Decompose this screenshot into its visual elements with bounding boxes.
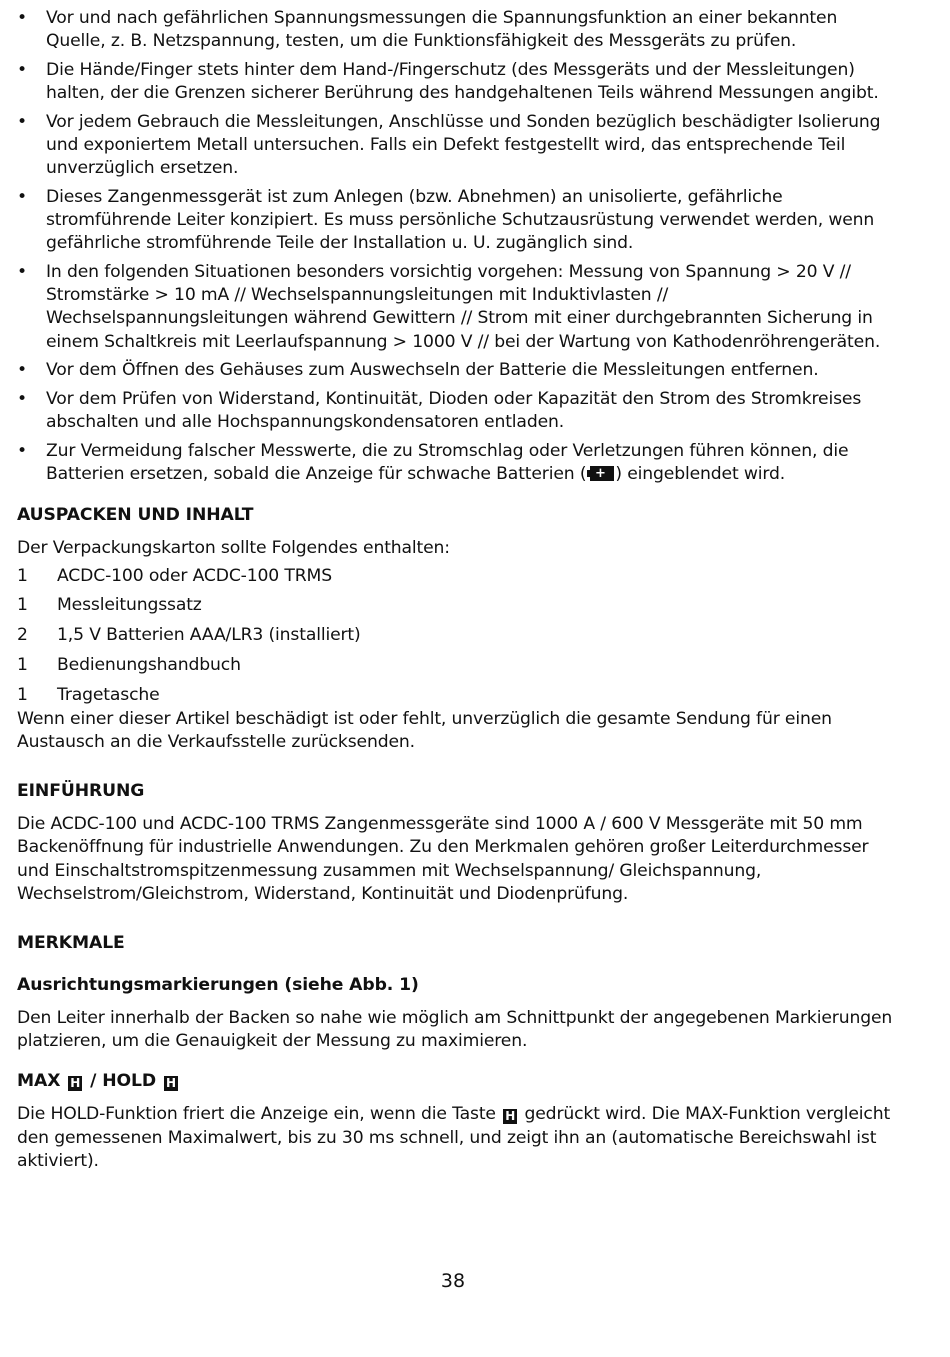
bullet-text: Vor und nach gefährlichen Spannungsmessungen die Spannungsfunktion an einer bekannten Quelle, z. B. Netzspannung, testen, um die Funktionsfähigkeit des Messgeräts zu prüfen. — [46, 8, 838, 52]
item-name: Messleitungssatz — [57, 595, 202, 616]
item-name: Tragetasche — [57, 684, 160, 705]
item-qty: 1 — [17, 684, 28, 705]
list-item — [17, 111, 897, 181]
item-name: 1,5 V Batterien AAA/LR3 (installiert) — [57, 625, 361, 646]
bullet-text: Die Hände/Finger stets hinter dem Hand-/Fingerschutz (des Messgeräts und der Messleitungen) halten, der die Grenzen sicherer Berührung des handgehaltenen Teils während Messungen angibt. — [46, 59, 879, 104]
bullet-text: Vor jedem Gebrauch die Messleitungen, Anschlüsse und Sonden bezüglich beschädigter Isolierung und exponiertem Metall untersuchen. Falls ein Defekt festgestellt wird, das entsprechende Teil unverzüglich ersetzen. — [46, 111, 881, 179]
list-item — [17, 624, 897, 654]
item-qty: 1 — [17, 654, 28, 675]
page-number: 38 — [440, 1270, 466, 1292]
list-item — [17, 59, 897, 105]
manual-page — [17, 7, 897, 1173]
list-item — [17, 565, 897, 595]
list-item — [17, 261, 897, 354]
bullet-icon: • — [17, 440, 27, 461]
list-item — [17, 654, 897, 684]
list-item — [17, 594, 897, 624]
list-item — [17, 440, 897, 486]
alignment-heading: Ausrichtungsmarkierungen (siehe Abb. 1) — [17, 974, 419, 995]
list-item — [17, 186, 897, 256]
low-battery-icon: + — [587, 466, 614, 481]
bullet-text: In den folgenden Situationen besonders vorsichtig vorgehen: Messung von Spannung > 20 V // Stromstärke > 10 mA // Wechselspannungsleitungen mit Induktivlasten // Wechselspannungsleitungen während Gewittern // Strom mit einer durchgebrannten Sicherung in einem Schaltkreis mit Leerlaufspannung > 1000 V // bei der Wartung von Kathodenröhrengeräten. — [46, 262, 881, 352]
bullet-text: Dieses Zangenmessgerät ist zum Anlegen (bzw. Abnehmen) an unisolierte, gefährliche stromführende Leiter konzipiert. Es muss persönliche Schutzausrüstung verwendet werden, wenn gefährliche stromführende Teile der Installation u. U. zugänglich sind. — [46, 186, 875, 254]
unpacking-intro: Der Verpackungskarton sollte Folgendes enthalten: — [17, 538, 450, 559]
item-qty: 2 — [17, 625, 28, 646]
safety-bullet-list — [17, 7, 897, 486]
list-item — [17, 7, 897, 53]
bullet-text: Vor dem Prüfen von Widerstand, Kontinuität, Dioden oder Kapazität den Strom des Stromkreises abschalten und alle Hochspannungskondensatoren entladen. — [46, 389, 862, 433]
contents-list — [17, 565, 897, 708]
hold-key-icon: H — [164, 1076, 178, 1091]
item-qty: 1 — [17, 595, 28, 616]
bullet-icon: • — [17, 262, 27, 283]
item-qty: 1 — [17, 565, 28, 586]
item-name: Bedienungshandbuch — [57, 654, 241, 675]
bullet-text: Vor dem Öffnen des Gehäuses zum Auswechseln der Batterie die Messleitungen entfernen. — [46, 360, 819, 381]
list-item — [17, 388, 897, 434]
list-item — [17, 684, 897, 708]
item-name: ACDC-100 oder ACDC-100 TRMS — [57, 565, 332, 586]
features-heading: MERKMALE — [17, 932, 125, 953]
introduction-text: Die ACDC-100 und ACDC-100 TRMS Zangenmessgeräte sind 1000 A / 600 V Messgeräte mit 50 mm Backenöffnung für industrielle Anwendungen. Zu den Merkmalen gehören großer Leiterdurchmesser und Einschaltstromspitzenmessung zusammen mit Wechselspannung/ Gleichspannung, Wechselstrom/Gleichstrom, Widerstand, Kontinuität und Diodenprüfung. — [17, 814, 869, 904]
bullet-text: Zur Vermeidung falscher Messwerte, die zu Stromschlag oder Verletzungen führen können, die Batterien ersetzen, sobald die Anzeige für schwache Batterien ( + ) eingeblendet wird. — [46, 440, 849, 485]
list-item — [17, 359, 897, 382]
bullet-icon: • — [17, 59, 27, 80]
bullet-icon: • — [17, 111, 27, 132]
unpacking-note: Wenn einer dieser Artikel beschädigt ist oder fehlt, unverzüglich die gesamte Sendung für einen Austausch an die Verkaufsstelle zurücksenden. — [17, 708, 832, 752]
alignment-text: Den Leiter innerhalb der Backen so nahe wie möglich am Schnittpunkt der angegebenen Markierungen platzieren, um die Genauigkeit der Messung zu maximieren. — [17, 1007, 893, 1052]
introduction-heading: EINFÜHRUNG — [17, 781, 145, 802]
maxhold-text: Die HOLD-Funktion friert die Anzeige ein, wenn die Taste H gedrückt wird. Die MAX-Funktion vergleicht den gemessenen Maximalwert, bis zu 30 ms schnell, und zeigt ihn an (automatische Bereichswahl ist aktiviert). — [17, 1104, 891, 1171]
unpacking-heading: AUSPACKEN UND INHALT — [17, 505, 254, 526]
bullet-icon: • — [17, 389, 27, 410]
hold-key-icon: H — [68, 1076, 82, 1091]
bullet-icon: • — [17, 360, 27, 381]
bullet-icon: • — [17, 8, 27, 28]
bullet-icon: • — [17, 186, 27, 207]
maxhold-heading: MAX H / HOLD H — [17, 1070, 897, 1093]
hold-key-icon: H — [503, 1109, 517, 1124]
